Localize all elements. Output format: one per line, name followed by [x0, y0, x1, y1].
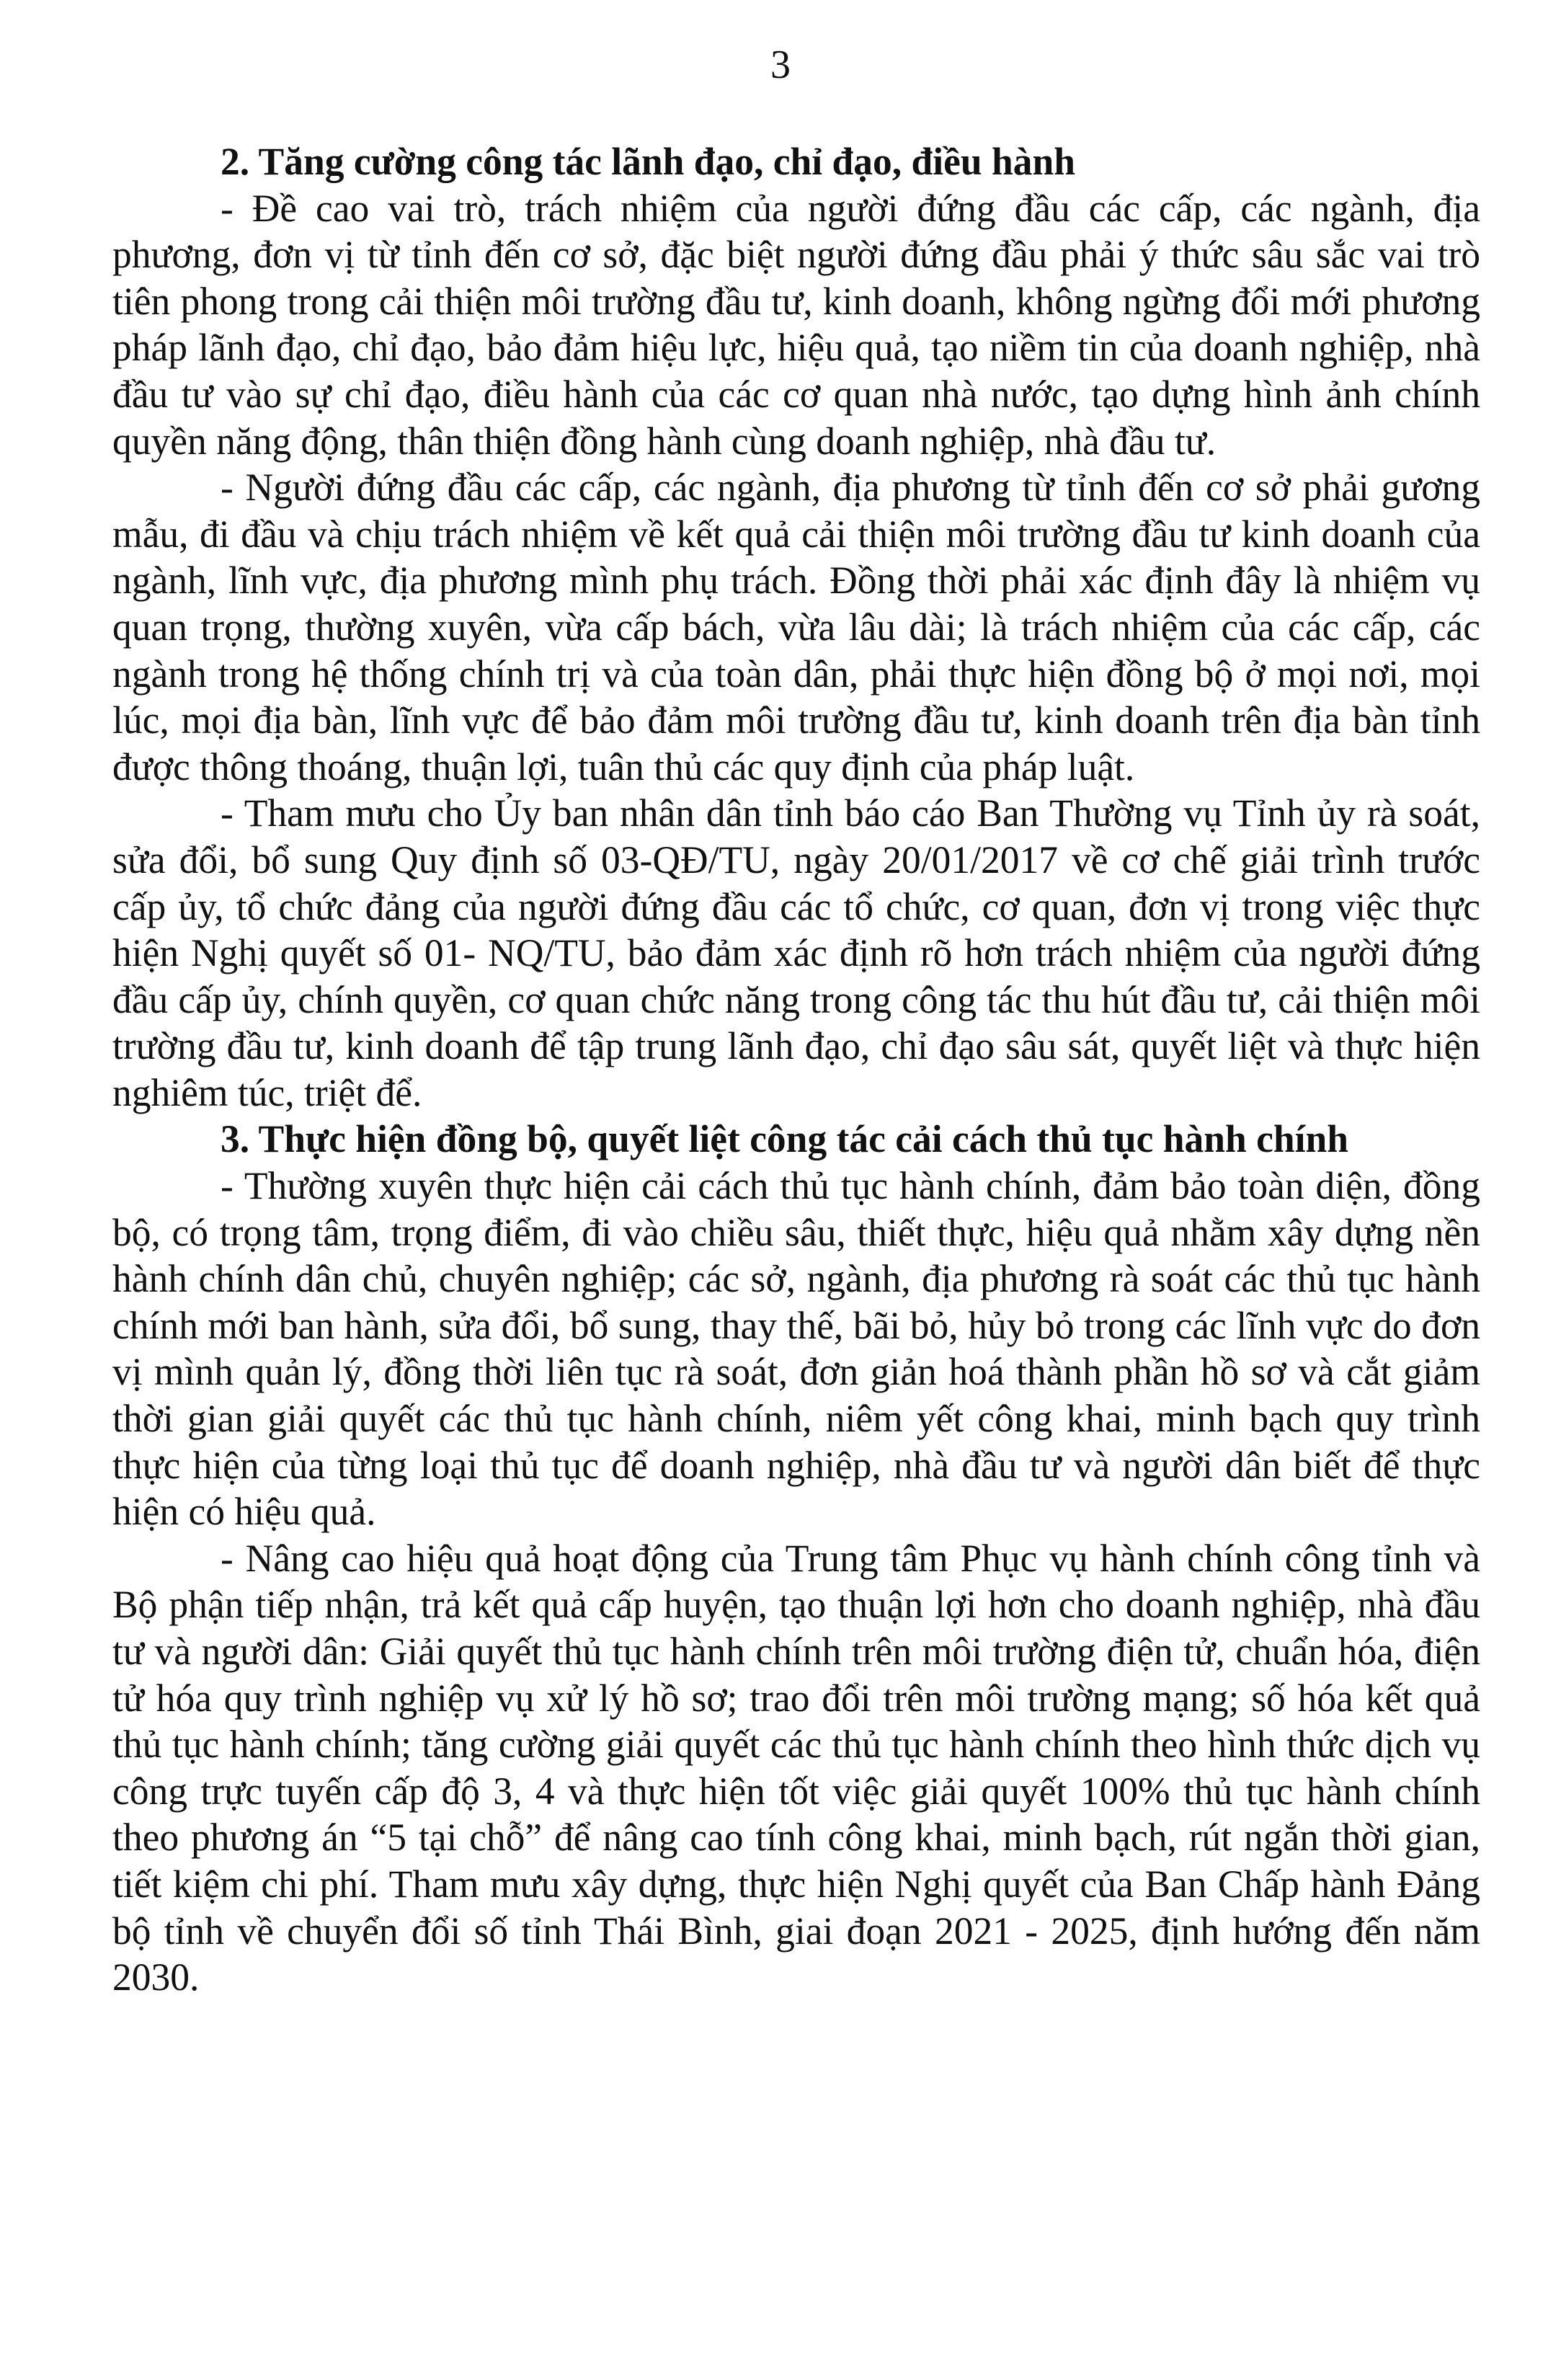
section-heading: 2. Tăng cường công tác lãnh đạo, chỉ đạo, điều hành: [221, 140, 1076, 183]
section-admin-reform: [112, 1116, 1480, 2000]
page-number: 3: [770, 43, 791, 87]
paragraph: - Tham mưu cho Ủy ban nhân dân tỉnh báo cáo Ban Thường vụ Tỉnh ủy rà soát, sửa đổi, bổ sung Quy định số 03-QĐ/TU, ngày 20/01/2017 về cơ chế giải trình trước cấp ủy, tổ chức đảng của người đứng đầu các tổ chức, cơ quan, đơn vị trong việc thực hiện Nghị quyết số 01- NQ/TU, bảo đảm xác định rõ hơn trách nhiệm của người đứng đầu cấp ủy, chính quyền, cơ quan chức năng trong công tác thu hút đầu tư, cải thiện môi trường đầu tư, kinh doanh để tập trung lãnh đạo, chỉ đạo sâu sát, quyết liệt và thực hiện nghiêm túc, triệt để.: [112, 791, 1480, 1114]
paragraph: - Nâng cao hiệu quả hoạt động của Trung tâm Phục vụ hành chính công tỉnh và Bộ phận tiếp nhận, trả kết quả cấp huyện, tạo thuận lợi hơn cho doanh nghiệp, nhà đầu tư và người dân: Giải quyết thủ tục hành chính trên môi trường điện tử, chuẩn hóa, điện tử hóa quy trình nghiệp vụ xử lý hồ sơ; trao đổi trên môi trường mạng; số hóa kết quả thủ tục hành chính; tăng cường giải quyết các thủ tục hành chính theo hình thức dịch vụ công trực tuyến cấp độ 3, 4 và thực hiện tốt việc giải quyết 100% thủ tục hành chính theo phương án “5 tại chỗ” để nâng cao tính công khai, minh bạch, rút ngắn thời gian, tiết kiệm chi phí. Tham mưu xây dựng, thực hiện Nghị quyết của Ban Chấp hành Đảng bộ tỉnh về chuyển đổi số tỉnh Thái Bình, giai đoạn 2021 - 2025, định hướng đến năm 2030.: [112, 1536, 1480, 1999]
paragraph: - Người đứng đầu các cấp, các ngành, địa phương từ tỉnh đến cơ sở phải gương mẫu, đi đầu và chịu trách nhiệm về kết quả cải thiện môi trường đầu tư kinh doanh của ngành, lĩnh vực, địa phương mình phụ trách. Đồng thời phải xác định đây là nhiệm vụ quan trọng, thường xuyên, vừa cấp bách, vừa lâu dài; là trách nhiệm của các cấp, các ngành trong hệ thống chính trị và của toàn dân, phải thực hiện đồng bộ ở mọi nơi, mọi lúc, mọi địa bàn, lĩnh vực để bảo đảm môi trường đầu tư, kinh doanh trên địa bàn tỉnh được thông thoáng, thuận lợi, tuân thủ các quy định của pháp luật.: [112, 466, 1480, 789]
document-body: [112, 138, 1480, 2001]
section-leadership: [112, 138, 1480, 1116]
section-heading: 3. Thực hiện đồng bộ, quyết liệt công tác cải cách thủ tục hành chính: [221, 1117, 1349, 1161]
paragraph: - Thường xuyên thực hiện cải cách thủ tục hành chính, đảm bảo toàn diện, đồng bộ, có trọng tâm, trọng điểm, đi vào chiều sâu, thiết thực, hiệu quả nhằm xây dựng nền hành chính dân chủ, chuyên nghiệp; các sở, ngành, địa phương rà soát các thủ tục hành chính mới ban hành, sửa đổi, bổ sung, thay thế, bãi bỏ, hủy bỏ trong các lĩnh vực do đơn vị mình quản lý, đồng thời liên tục rà soát, đơn giản hoá thành phần hồ sơ và cắt giảm thời gian giải quyết các thủ tục hành chính, niêm yết công khai, minh bạch quy trình thực hiện của từng loại thủ tục để doanh nghiệp, nhà đầu tư và người dân biết để thực hiện có hiệu quả.: [112, 1164, 1480, 1534]
paragraph: - Đề cao vai trò, trách nhiệm của người đứng đầu các cấp, các ngành, địa phương, đơn vị từ tỉnh đến cơ sở, đặc biệt người đứng đầu phải ý thức sâu sắc vai trò tiên phong trong cải thiện môi trường đầu tư, kinh doanh, không ngừng đổi mới phương pháp lãnh đạo, chỉ đạo, bảo đảm hiệu lực, hiệu quả, tạo niềm tin của doanh nghiệp, nhà đầu tư vào sự chỉ đạo, điều hành của các cơ quan nhà nước, tạo dựng hình ảnh chính quyền năng động, thân thiện đồng hành cùng doanh nghiệp, nhà đầu tư.: [112, 186, 1480, 463]
